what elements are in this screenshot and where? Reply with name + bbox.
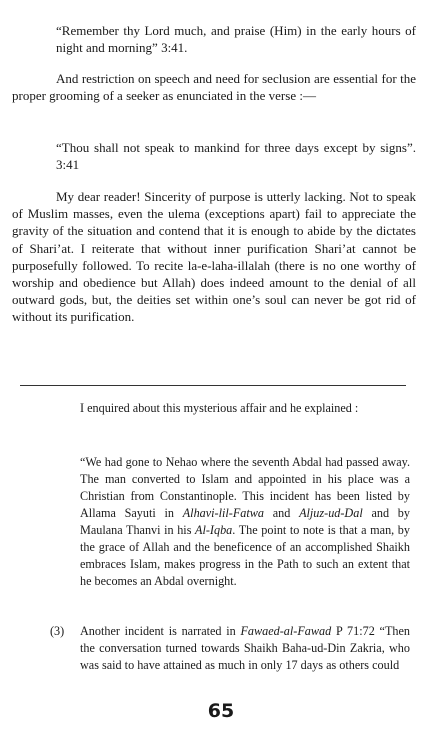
quote-text-3: . The point to note is that a man, by the grace of Allah and the beneficence of an accomplished Shaikh embraces Islam, makes progress in the Path to such an extent that he becomes an Abdal overnight. [80, 523, 410, 588]
quote-verse-remember: “Remember thy Lord much, and praise (Him) in the early hours of night and morning” 3:41. [56, 23, 416, 56]
paragraph-restriction-on-speech: And restriction on speech and need for seclusion are essential for the proper grooming of a seeker as enunciated in the verse :— [12, 71, 416, 104]
quote-nehao-incident [80, 454, 410, 590]
item-text [80, 623, 410, 674]
item-text-1: Another incident is narrated in [80, 624, 241, 638]
book-title-fawaed: Fawaed-al-Fawad [240, 624, 332, 638]
paragraph-dear-reader: My dear reader! Sincerity of purpose is utterly lacking. Not to speak of Muslim masses, even the ulema (exceptions apart) fail to appreciate the gravity of the situation and contend that it is enough to abide by the dictates of Shari’at. I reiterate that without inner purification Shari’at cannot be purposefully followed. To recite la-e-laha-illalah (there is no one worthy of worship and obedience but Allah) does indeed amount to the denial of all outward gods, but, the deities set within one’s soul can never be got rid of without its purification. [12, 189, 416, 325]
quote-conjunction: and [263, 506, 300, 520]
book-title-alhavi: Alhavi-lil-Fatwa [182, 506, 264, 520]
item-text-2: P 71:72 “Then the conversation turned towards Shaikh Baha-ud-Din Zakria, who was said to have attained as much in only 17 days as others could [80, 624, 410, 672]
page-number: 65 [207, 700, 235, 722]
book-title-aljuz: Aljuz-ud-Dal [299, 506, 363, 520]
quote-text-1: “We had gone to Nehao where the seventh Abdal had passed away. The man converted to Islam and appointed in his place was a Christian from Constantinople. This incident has been listed by Allama Sayuti in [80, 455, 410, 520]
section-divider [20, 385, 406, 386]
paragraph-enquired: I enquired about this mysterious affair and he explained : [80, 401, 359, 415]
book-title-aliqba: Al-Iqba [195, 523, 233, 537]
quote-text-2: and by Maulana Thanvi in his [80, 506, 410, 537]
item-number: (3) [50, 624, 65, 638]
quote-verse-thou-shall-not-speak: “Thou shall not speak to mankind for three days except by signs”. 3:41 [56, 140, 416, 173]
